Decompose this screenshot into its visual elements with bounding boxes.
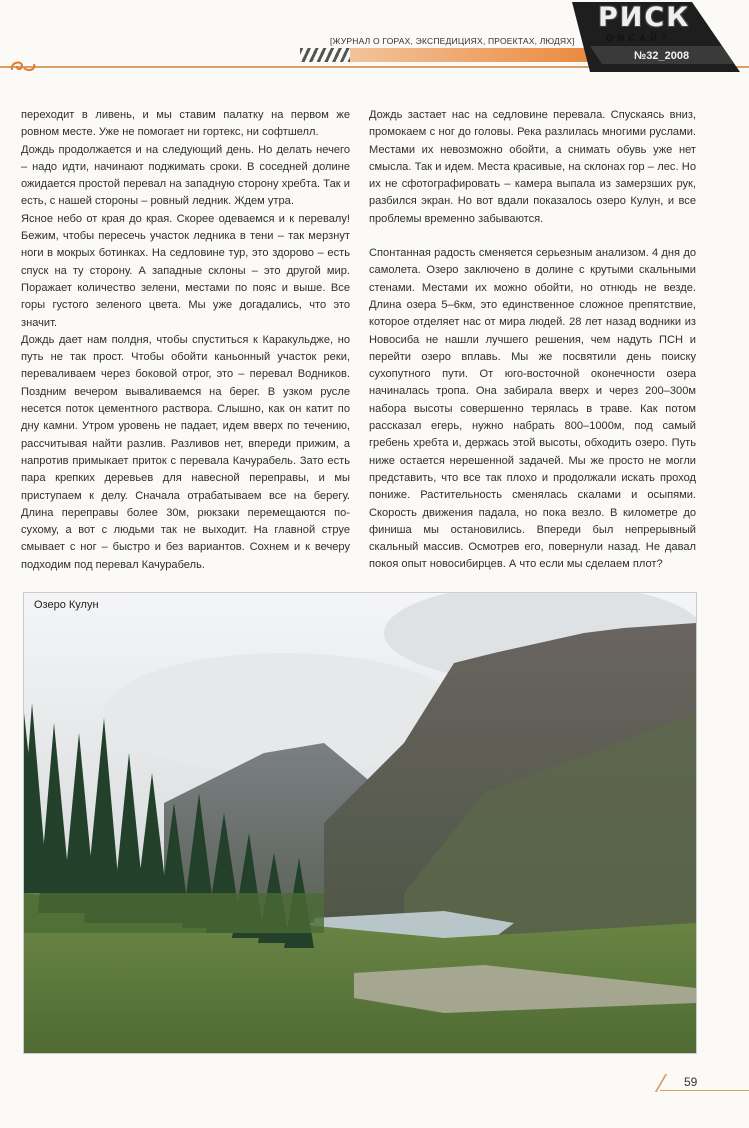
footer-rule: [660, 1090, 749, 1091]
magazine-subtitle: [ЖУРНАЛ О ГОРАХ, ЭКСПЕДИЦИЯХ, ПРОЕКТАХ, ЛЮДЯХ]: [330, 36, 575, 46]
left-column: [21, 107, 350, 574]
paragraph: Спонтанная радость сменяется серьезным анализом. 4 дня до самолета. Озеро заключено в долине с крутыми скальными стенами. Местами их можно обойти, но отнюдь не везде. Длина озера 5–6км, это единственное сложное препятствие, которое отделяет нас от мира людей. 28 лет назад водники из Новосиба не нашли лучшего решения, чем надуть ПСН и перейти озеро вплавь. Мы же посвятили день поиску сухопутного пути. От юго-восточной оконечности озера начиналась тропа. Она забирала вверх и через 200–300м набора высоты совершенно терялась в траве. Как потом рассказал егерь, нужно набрать 800–1000м, под самый гребень хребта и, держась этой высоты, обходить озеро. Путь ниже остается нерешенной задачей. Мы же просто не могли представить, что все так плохо и продолжали искать проход пониже. Растительность сменялась скалами и осыпями. Скорость движения падала, но пока везло. В километре до финиша мы остановились. Впереди был непрерывный скальный массив. Осмотрев его, повернули назад. Не давал покоя опыт новосибирцев. А что если мы сделаем плот?: [369, 247, 696, 571]
lake-kulun-photo: [23, 592, 697, 1054]
photo-caption: Озеро Кулун: [34, 599, 99, 611]
paragraph: Ясное небо от края до края. Скорее одеваемся и к перевалу! Бежим, чтобы пересечь участок ледника в тени – так мерзнут ноги в мокрых ботинках. На седловине тур, это здорово – есть спуск на ту сторону. А западные склоны – это другой мир. Поражает количество зелени, местами по пояс и выше. Все горы густого зеленого цвета. Мы уже догадались, что это значит.: [21, 212, 350, 329]
paragraph: Дождь дает нам полдня, чтобы спуститься к Каракульдже, но путь не так прост. Чтобы обойти каньонный участок реки, переваливаем через боковой отрог, это – перевал Водников. Поздним вечером вываливаемся на берег. В узком русле несется поток цементного раствора. Слышно, как он катит по дну камни. Утром уровень не падает, идем вверх по течению, рассчитывая найти разлив. Разливов нет, впереди прижим, а напротив примыкает приток с перевала Качурабель. Зато есть пара крепких деревьев для навесной переправы, и мы приступаем к делу. Сначала отрабатываем все на берегу. Длина переправы более 30м, рюкзаки перемещаются по-сухому, а вот с людьми так не выходит. На главной струе смывает с ног – быстро и без вариантов. Сохнем и к вечеру подходим под перевал Качурабель.: [21, 333, 350, 571]
paragraph: переходит в ливень, и мы ставим палатку на первом же ровном месте. Уже не помогает ни гортекс, ни софтшелл.: [21, 109, 350, 139]
header-orange-bar: [350, 48, 590, 62]
right-column: [369, 107, 696, 574]
magazine-logo-title: РИСК: [598, 2, 691, 33]
paragraph: Дождь застает нас на седловине перевала. Спускаясь вниз, промокаем с ног до головы. Река разлилась многими руслами. Местами их невозможно обойти, а снимать обувь уже нет смысла. Так и идем. Места красивые, на склонах гор – лес. Но их не сфотографировать – камера выпала из замерзших рук, разбился экран. Но вот вдали показалось озеро Кулун, и все проблемы временно забываются.: [369, 109, 696, 225]
swirl-logo-icon: [8, 58, 38, 74]
magazine-logo-subtitle: ОНСАЙТ: [606, 33, 672, 43]
page-number: 59: [684, 1075, 698, 1089]
issue-number: №32_2008: [634, 50, 690, 62]
landscape-illustration: [24, 593, 696, 1053]
paragraph: Дождь продолжается и на следующий день. Но делать нечего – надо идти, начинают поджимать сроки. В соседней долине ожидается простой перевал на западную сторону хребта. Так и есть, с нашей стороны – ровный ледник. Ждем утра.: [21, 143, 350, 208]
